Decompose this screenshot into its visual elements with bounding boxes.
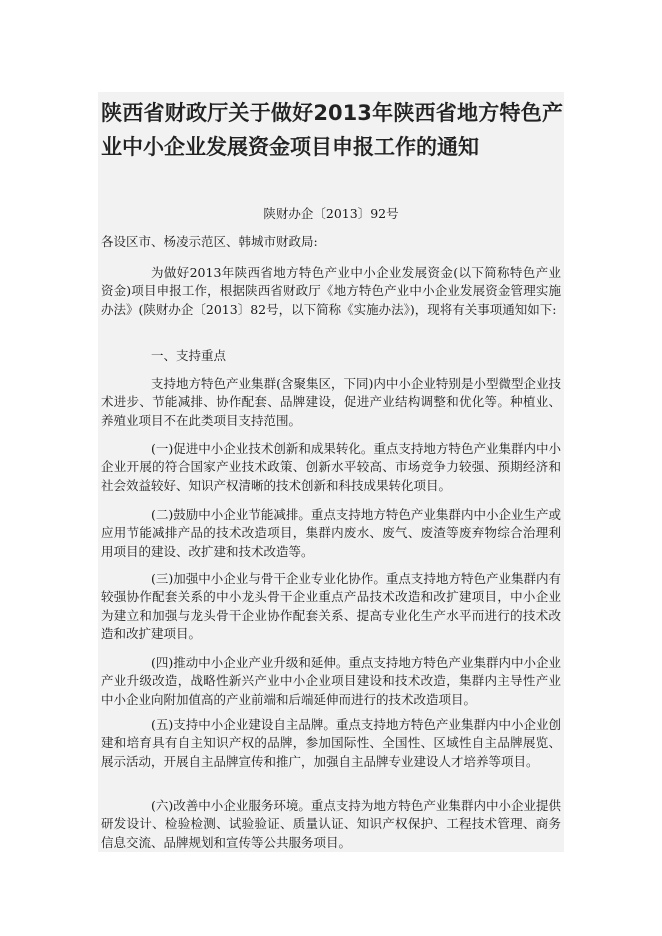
document-title: 陕西省财政厅关于做好2013年陕西省地方特色产业中小企业发展资金项目申报工作的通知: [101, 101, 563, 159]
support-item-5: (五)支持中小企业建设自主品牌。重点支持地方特色产业集群内中小企业创建和培育具有自主知识产权的品牌，参加国际性、全国性、区域性自主品牌展览、展示活动，开展自主品牌宣传和推广，加强自主品牌专业建设人才培养等项目。: [101, 717, 561, 769]
intro-paragraph: 为做好2013年陕西省地方特色产业中小企业发展资金(以下简称特色产业资金)项目申报工作，根据陕西省财政厅《地方特色产业中小企业发展资金管理实施办法》(陕财办企〔2013〕82号，以下简称《实施办法》)，现将有关事项通知如下:: [101, 265, 561, 317]
support-item-4: (四)推动中小企业产业升级和延伸。重点支持地方特色产业集群内中小企业产业升级改造，战略性新兴产业中小企业项目建设和技术改造，集群内主导性产业中小企业向附加值高的产业前端和后端延伸而进行的技术改造项目。: [101, 655, 561, 707]
support-item-2: (二)鼓励中小企业节能减排。重点支持地方特色产业集群内中小企业生产或应用节能减排产品的技术改造项目，集群内废水、废气、废渣等废弃物综合治理利用项目的建设、改扩建和技术改造等。: [101, 507, 561, 559]
support-item-3: (三)加强中小企业与骨干企业专业化协作。重点支持地方特色产业集群内有较强协作配套关系的中小龙头骨干企业重点产品技术改造和改扩建项目，中小企业为建立和加强与龙头骨干企业协作配套关系、提高专业化生产水平而进行的技术改造和改扩建项目。: [101, 571, 561, 642]
section-body-paragraph: 支持地方特色产业集群(含聚集区，下同)内中小企业特别是小型微型企业技术进步、节能减排、协作配套、品牌建设，促进产业结构调整和优化等。种植业、养殖业项目不在此类项目支持范围。: [101, 376, 561, 428]
section-heading-support-focus: 一、支持重点: [151, 348, 227, 363]
document-number: 陕财办企〔2013〕92号: [263, 206, 399, 221]
addressee-line: 各设区市、杨凌示范区、韩城市财政局:: [101, 234, 318, 249]
support-item-1: (一)促进中小企业技术创新和成果转化。重点支持地方特色产业集群内中小企业开展的符合国家产业技术政策、创新水平较高、市场竞争力较强、预期经济和社会效益较好、知识产权清晰的技术创新和科技成果转化项目。: [101, 441, 561, 493]
support-item-6: (六)改善中小企业服务环境。重点支持为地方特色产业集群内中小企业提供研发设计、检验检测、试验验证、质量认证、知识产权保护、工程技术管理、商务信息交流、品牌规划和宣传等公共服务项目。: [101, 798, 561, 850]
